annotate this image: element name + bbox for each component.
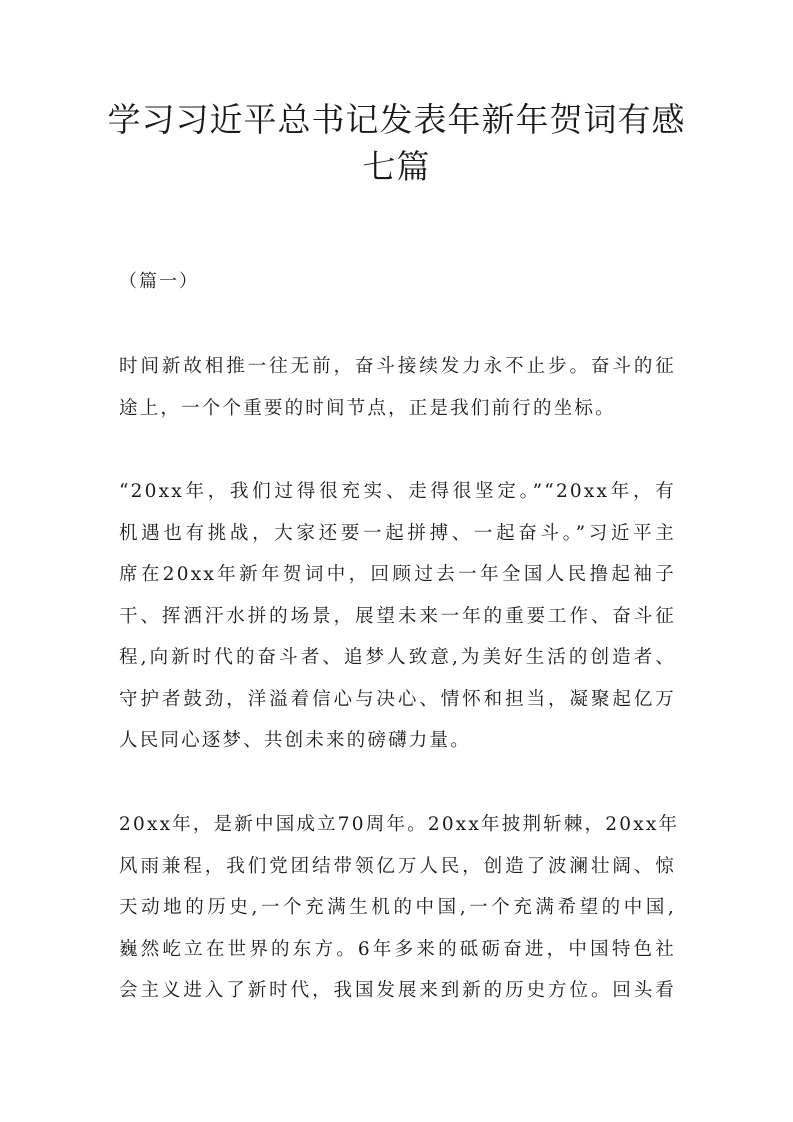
title-line-2: 七篇 (362, 147, 431, 186)
paragraph-line: 守护者鼓劲，洋溢着信心与决心、情怀和担当，凝聚起亿万 (119, 688, 676, 710)
paragraph-line: 程,向新时代的奋斗者、追梦人致意,为美好生活的创造者、 (119, 647, 676, 668)
paragraph-line: 机遇也有挑战，大家还要一起拼搏、一起奋斗。”习近平主 (119, 522, 676, 544)
section-heading: （篇一） (119, 271, 199, 292)
paragraph-1 (119, 346, 676, 429)
paragraph-line: 风雨兼程，我们党团结带领亿万人民，创造了波澜壮阔、惊 (119, 855, 676, 877)
document-title (100, 96, 693, 190)
paragraph-line: 席在20xx年新年贺词中，回顾过去一年全国人民撸起袖子 (119, 564, 676, 585)
paragraph-line: 20xx年，是新中国成立70周年。20xx年披荆斩棘，20xx年 (119, 814, 680, 835)
paragraph-line: 干、挥洒汗水拼的场景，展望未来一年的重要工作、奋斗征 (119, 605, 676, 627)
paragraph-2 (119, 471, 676, 762)
paragraph-3 (119, 804, 680, 1012)
paragraph-line: 会主义进入了新时代，我国发展来到新的历史方位。回头看 (119, 980, 676, 1001)
paragraph-line: 途上，一个个重要的时间节点，正是我们前行的坐标。 (119, 397, 616, 419)
paragraph-line: 人民同心逐梦、共创未来的磅礴力量。 (119, 730, 471, 751)
paragraph-line: 天动地的历史,一个充满生机的中国,一个充满希望的中国, (119, 897, 676, 918)
paragraph-line: “20xx年，我们过得很充实、走得很坚定。”“20xx年，有 (119, 481, 676, 502)
title-line-1: 学习习近平总书记发表年新年贺词有感 (107, 100, 686, 139)
paragraph-line: 时间新故相推一往无前，奋斗接续发力永不止步。奋斗的征 (119, 356, 676, 377)
paragraph-line: 巍然屹立在世界的东方。6年多来的砥砺奋进，中国特色社 (119, 938, 676, 960)
